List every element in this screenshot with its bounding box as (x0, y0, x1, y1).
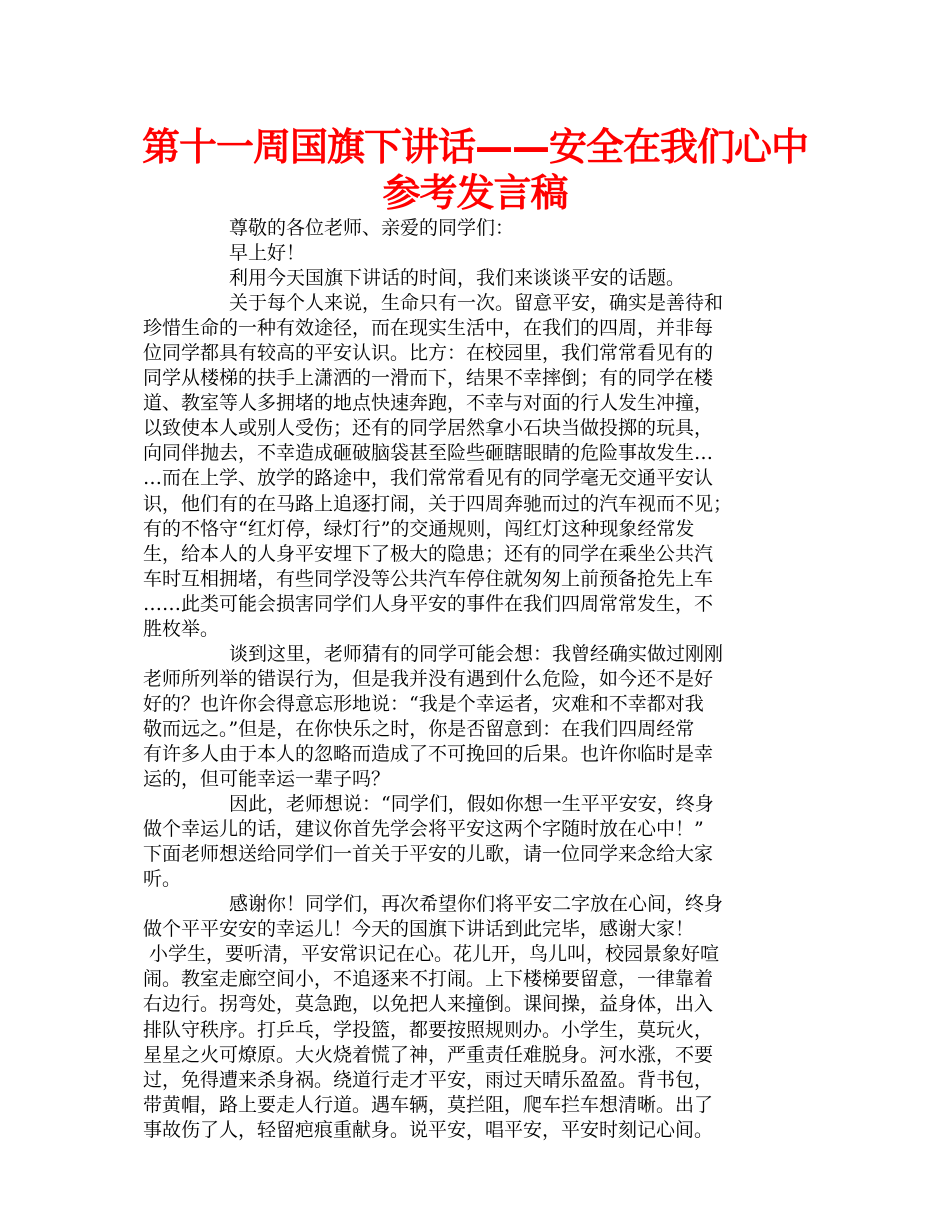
document-title-line-2: 参考发言稿 (382, 171, 568, 215)
paragraph-line: 好的？也许你会得意忘形地说：“我是个幸运者，灾难和不幸都对我 (143, 692, 704, 715)
greeting: 早上好！ (229, 242, 306, 265)
paragraph-line: 敬而远之。”但是，在你快乐之时，你是否留意到：在我们四周经常 (143, 717, 695, 740)
paragraph-line: 胜枚举。 (143, 617, 220, 640)
document-body (143, 216, 833, 1143)
song-line: 星星之火可燎原。大火烧着慌了神，严重责任难脱身。河水涨，不要 (143, 1043, 714, 1066)
song-line: 小学生，要听清，平安常识记在心。花儿开，鸟儿叫，校园景象好喧 (149, 943, 720, 966)
paragraph-line: 谈到这里，老师猜有的同学可能会想：我曾经确实做过刚刚 (229, 642, 724, 665)
document-title-line-1: 第十一周国旗下讲话——安全在我们心中 (141, 125, 808, 169)
paragraph-line: 关于每个人来说，生命只有一次。留意平安，确实是善待和 (229, 292, 724, 315)
paragraph-line: 感谢你！同学们，再次希望你们将平安二字放在心间，终身 (229, 893, 724, 916)
paragraph-line: 做个幸运儿的话，建议你首先学会将平安这两个字随时放在心中！” (143, 818, 704, 841)
paragraph-line: 车时互相拥堵，有些同学没等公共汽车停住就匆匆上前预备抢先上车 (143, 567, 714, 590)
paragraph-line: 生，给本人的人身平安埋下了极大的隐患；还有的同学在乘坐公共汽 (143, 542, 714, 565)
paragraph-line: 同学从楼梯的扶手上潇洒的一滑而下，结果不幸摔倒；有的同学在楼 (143, 367, 714, 390)
paragraph-line: 下面老师想送给同学们一首关于平安的儿歌，请一位同学来念给大家 (143, 843, 714, 866)
song-line: 带黄帽，路上要走人行道。遇车辆，莫拦阻，爬车拦车想清晰。出了 (143, 1093, 714, 1116)
paragraph-line: 因此，老师想说：“同学们，假如你想一生平平安安，终身 (229, 793, 714, 816)
song-line: 右边行。拐弯处，莫急跑，以免把人来撞倒。课间操，益身体，出入 (143, 993, 714, 1016)
paragraph-line: 有的不恪守“红灯停，绿灯行”的交通规则，闯红灯这种现象经常发 (143, 517, 695, 540)
paragraph-line: 位同学都具有较高的平安认识。比方：在校园里，我们常常看见有的 (143, 342, 714, 365)
paragraph-line: 听。 (143, 868, 182, 891)
paragraph-line: 老师所列举的错误行为，但是我并没有遇到什么危险，如今还不是好 (143, 667, 714, 690)
paragraph-line: 运的，但可能幸运一辈子吗？ (143, 768, 391, 791)
song-line: 过，免得遭来杀身祸。绕道行走才平安，雨过天晴乐盈盈。背书包， (143, 1068, 714, 1091)
song-line: 闹。教室走廊空间小，不追逐来不打闹。上下楼梯要留意，一律靠着 (143, 968, 714, 991)
paragraph-line: 做个平平安安的幸运儿！今天的国旗下讲话到此完毕，感谢大家！ (143, 918, 695, 941)
paragraph-line: 有许多人由于本人的忽略而造成了不可挽回的后果。也许你临时是幸 (143, 742, 714, 765)
paragraph-line: 利用今天国旗下讲话的时间，我们来谈谈平安的话题。 (229, 267, 686, 290)
song-line: 排队守秩序。打乒乓，学投篮，都要按照规则办。小学生，莫玩火， (143, 1018, 714, 1041)
paragraph-line: 识，他们有的在马路上追逐打闹，关于四周奔驰而过的汽车视而不见； (143, 492, 733, 515)
paragraph-line: 以致使本人或别人受伤；还有的同学居然拿小石块当做投掷的玩具， (143, 417, 714, 440)
paragraph-line: ……此类可能会损害同学们人身平安的事件在我们四周常常发生，不 (143, 592, 714, 615)
salutation: 尊敬的各位老师、亲爱的同学们： (229, 217, 515, 239)
song-line: 事故伤了人，轻留疤痕重献身。说平安，唱平安，平安时刻记心间。 (143, 1118, 714, 1141)
paragraph-line: 道、教室等人多拥堵的地点快速奔跑，不幸与对面的行人发生冲撞， (143, 392, 714, 415)
paragraph-line: 珍惜生命的一种有效途径，而在现实生活中，在我们的四周，并非每 (143, 317, 714, 340)
paragraph-line: …而在上学、放学的路途中，我们常常看见有的同学毫无交通平安认 (143, 467, 714, 490)
paragraph-line: 向同伴抛去，不幸造成砸破脑袋甚至险些砸瞎眼睛的危险事故发生… (143, 442, 714, 465)
